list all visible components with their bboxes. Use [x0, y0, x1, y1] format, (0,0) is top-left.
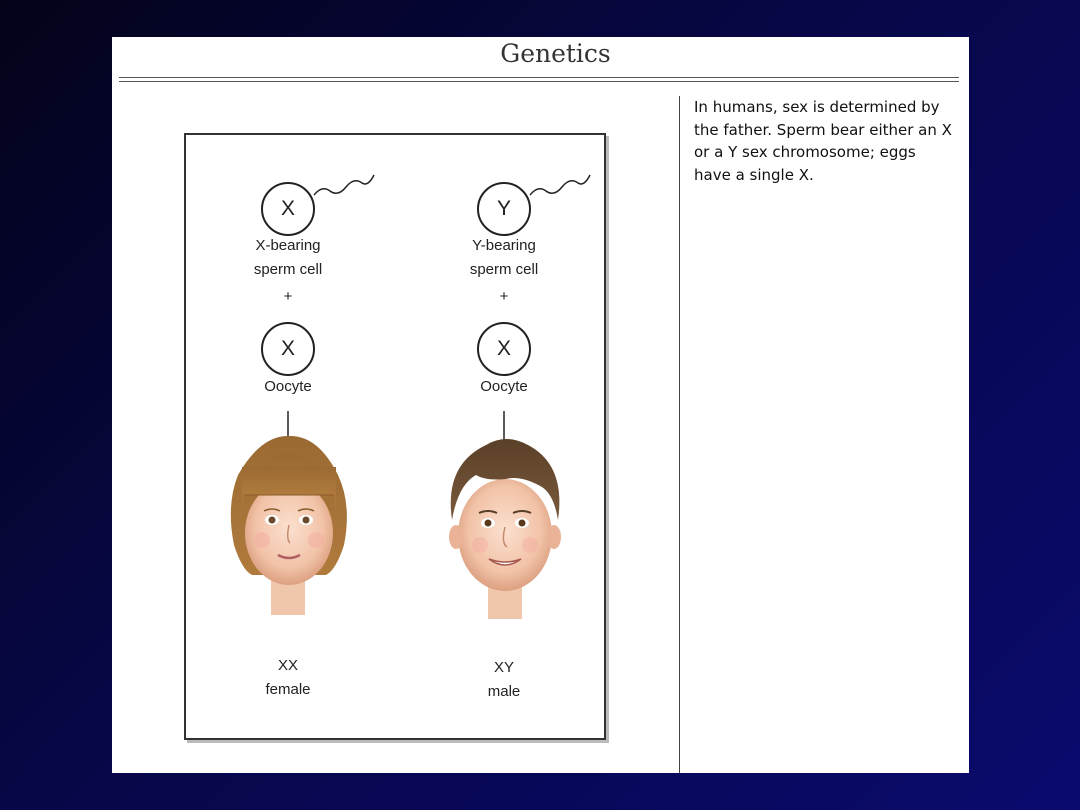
x-sperm-label-line1: X-bearing [255, 237, 321, 254]
y-sperm-label-line2: sperm cell [469, 261, 539, 278]
oocyte-label-left: Oocyte [264, 378, 312, 395]
x-sperm-label-line2: sperm cell [253, 261, 323, 278]
slide-page [112, 37, 969, 773]
sex-determination-figure [184, 133, 606, 740]
title-rule-bottom [119, 81, 959, 82]
title-rule-top [119, 77, 959, 78]
plus-sign-right: + [499, 288, 509, 305]
genotype-xx: XX [277, 657, 298, 674]
boy-illustration [449, 439, 561, 619]
slide-title: Genetics [500, 39, 611, 68]
sperm-tail-left [314, 175, 374, 195]
x-sperm-circle: X [261, 182, 315, 236]
oocyte-circle-right: X [477, 322, 531, 376]
oocyte-circle-left: X [261, 322, 315, 376]
y-sperm-label-line1: Y-bearing [472, 237, 536, 254]
y-sperm-circle: Y [477, 182, 531, 236]
sex-female: female [265, 681, 311, 698]
figure-graphics [186, 135, 604, 738]
genotype-xy: XY [493, 659, 514, 676]
sex-male: male [487, 683, 521, 700]
plus-sign-left: + [283, 288, 293, 305]
oocyte-label-right: Oocyte [480, 378, 528, 395]
slide-caption: In humans, sex is determined by the father. Sperm bear either an X or a Y sex chromosome; eggs have a single X. [694, 98, 952, 184]
girl-illustration [231, 436, 347, 615]
sperm-tail-right [530, 175, 590, 195]
column-divider [679, 96, 680, 773]
